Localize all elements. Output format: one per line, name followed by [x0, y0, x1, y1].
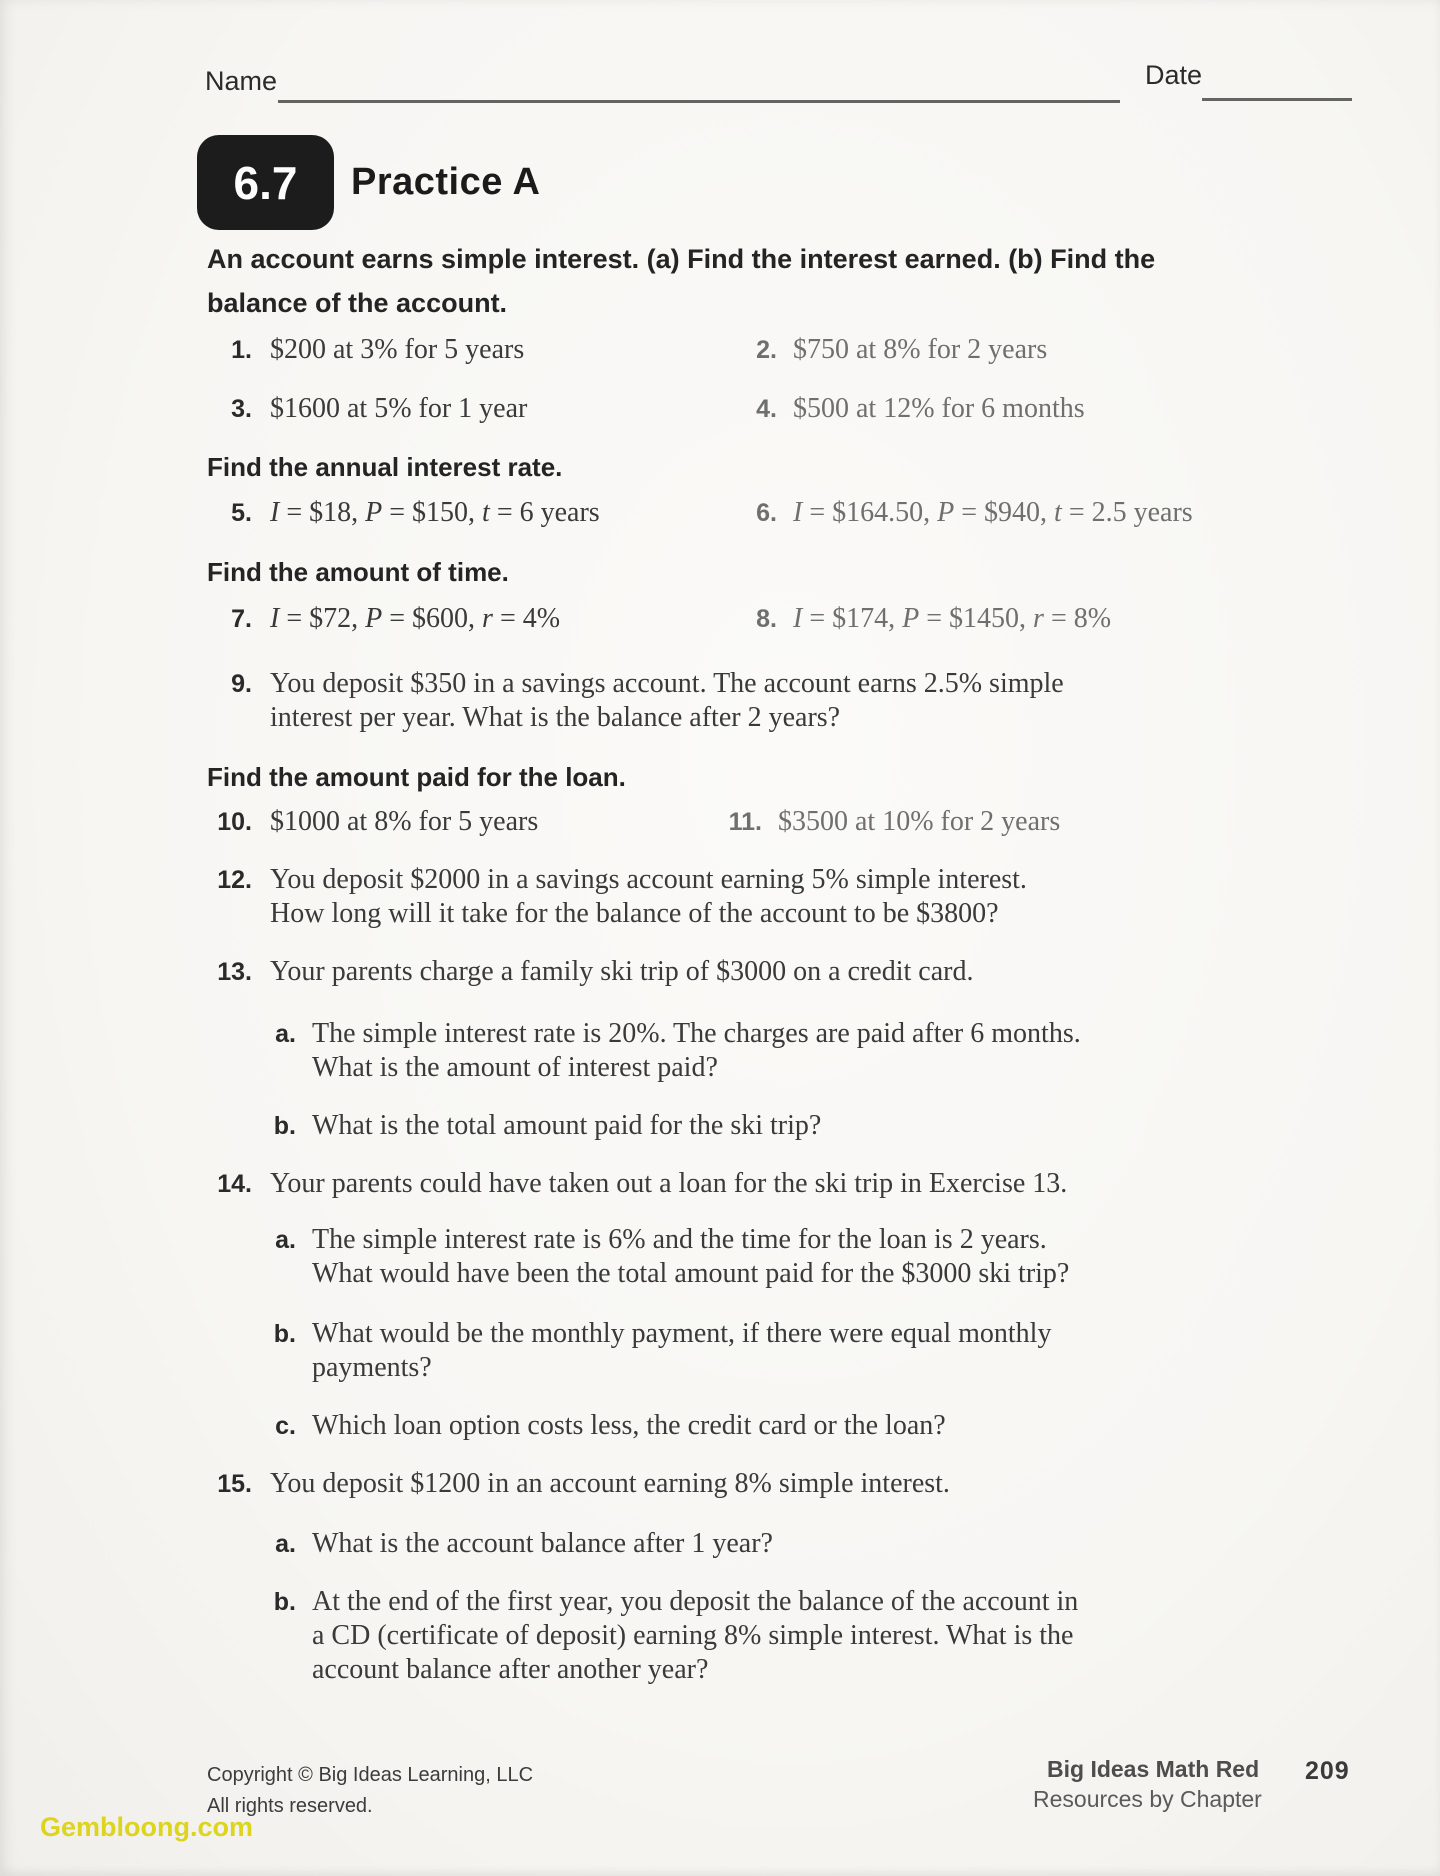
footer-brand-title: Big Ideas Math Red	[1047, 1756, 1260, 1782]
problem-text: I = $164.50, P = $940, t = 2.5 years	[793, 497, 1193, 528]
problem-14b	[272, 1318, 1051, 1350]
problem-text: I = $18, P = $150, t = 6 years	[270, 497, 600, 528]
subproblem-text: The simple interest rate is 6% and the time for the loan is 2 years.	[312, 1224, 1047, 1255]
page-number: 209	[1305, 1757, 1350, 1785]
problem-number: 6.	[756, 499, 777, 527]
problem-7	[200, 603, 560, 635]
problem-text: You deposit $2000 in a savings account earning 5% simple interest.	[270, 864, 1027, 895]
problem-text: $1600 at 5% for 1 year	[270, 393, 528, 424]
subproblem-text: The simple interest rate is 20%. The charges are paid after 6 months.	[312, 1018, 1081, 1049]
problem-14a-line-2: What would have been the total amount paid for the $3000 ski trip?	[312, 1258, 1070, 1289]
problem-2	[715, 334, 1047, 366]
problem-text: $1000 at 8% for 5 years	[270, 806, 539, 837]
date-label: Date	[1145, 60, 1203, 90]
subproblem-text: What would be the monthly payment, if there were equal monthly	[312, 1318, 1052, 1349]
subproblem-letter: a.	[275, 1226, 296, 1254]
problem-text: You deposit $1200 in an account earning 8% simple interest.	[270, 1468, 950, 1499]
footer-copyright-line-1: Copyright © Big Ideas Learning, LLC	[207, 1764, 534, 1786]
problem-number: 8.	[756, 605, 777, 633]
problem-number: 5.	[231, 499, 252, 527]
problem-number: 13.	[217, 958, 252, 986]
problem-4	[715, 393, 1085, 425]
problem-9-line-2: interest per year. What is the balance after 2 years?	[270, 702, 841, 733]
problem-number: 1.	[231, 336, 252, 364]
section-heading-time: Find the amount of time.	[207, 557, 509, 587]
intro-line-2: balance of the account.	[207, 288, 508, 318]
problem-text: Your parents charge a family ski trip of $3000 on a credit card.	[270, 956, 974, 987]
page-title: Practice A	[351, 161, 541, 203]
problem-14a	[272, 1224, 1047, 1256]
problem-13a-line-2: What is the amount of interest paid?	[312, 1052, 718, 1083]
watermark: Gembloong.com	[40, 1812, 254, 1842]
problem-13b	[272, 1110, 821, 1142]
problem-14b-line-2: payments?	[312, 1352, 432, 1383]
problem-number: 3.	[231, 395, 252, 423]
subproblem-text: Which loan option costs less, the credit card or the loan?	[312, 1410, 946, 1441]
problem-15	[200, 1468, 950, 1500]
section-badge: 6.7	[197, 135, 334, 230]
problem-text: You deposit $350 in a savings account. The account earns 2.5% simple	[270, 668, 1064, 699]
problem-11	[700, 806, 1060, 838]
problem-12-line-2: How long will it take for the balance of the account to be $3800?	[270, 898, 999, 929]
problem-number: 7.	[231, 605, 252, 633]
problem-13	[200, 956, 973, 988]
problem-number: 11.	[728, 808, 762, 836]
problem-1	[200, 334, 524, 366]
problem-text: $750 at 8% for 2 years	[793, 334, 1048, 365]
problem-13a	[272, 1018, 1081, 1050]
problem-3	[200, 393, 527, 425]
problem-text: I = $174, P = $1450, r = 8%	[793, 603, 1112, 634]
problem-number: 9.	[231, 670, 252, 698]
footer-copyright-line-2: All rights reserved.	[207, 1795, 373, 1817]
name-underline	[278, 100, 1120, 103]
problem-number: 2.	[756, 336, 777, 364]
intro-line-1: An account earns simple interest. (a) Find the interest earned. (b) Find the	[207, 244, 1156, 274]
subproblem-text: What is the total amount paid for the ski trip?	[312, 1110, 822, 1141]
problem-15b	[272, 1586, 1078, 1618]
date-underline	[1202, 98, 1352, 101]
problem-5	[200, 497, 600, 529]
problem-14c	[272, 1410, 946, 1442]
problem-9	[200, 668, 1064, 700]
problem-number: 4.	[756, 395, 777, 423]
subproblem-letter: c.	[275, 1412, 296, 1440]
problem-14	[200, 1168, 1067, 1200]
problem-text: Your parents could have taken out a loan for the ski trip in Exercise 13.	[270, 1168, 1068, 1199]
problem-text: I = $72, P = $600, r = 4%	[270, 603, 561, 634]
problem-text: $3500 at 10% for 2 years	[778, 806, 1061, 837]
subproblem-text: At the end of the first year, you deposit the balance of the account in	[312, 1586, 1079, 1617]
problem-12	[200, 864, 1027, 896]
subproblem-letter: b.	[273, 1320, 296, 1348]
subproblem-letter: b.	[273, 1112, 296, 1140]
problem-15b-line-3: account balance after another year?	[312, 1654, 709, 1685]
subproblem-letter: b.	[273, 1588, 296, 1616]
problem-15a	[272, 1528, 773, 1560]
problem-10	[200, 806, 538, 838]
problem-number: 15.	[217, 1470, 252, 1498]
section-heading-annual-rate: Find the annual interest rate.	[207, 452, 563, 482]
problem-number: 12.	[217, 866, 252, 894]
subproblem-text: What is the account balance after 1 year?	[312, 1528, 773, 1559]
problem-8	[715, 603, 1111, 635]
footer-brand-subtitle: Resources by Chapter	[1033, 1786, 1262, 1812]
problem-text: $500 at 12% for 6 months	[793, 393, 1085, 424]
subproblem-letter: a.	[275, 1020, 296, 1048]
problem-15b-line-2: a CD (certificate of deposit) earning 8% simple interest. What is the	[312, 1620, 1074, 1651]
problem-number: 14.	[217, 1170, 252, 1198]
problem-number: 10.	[217, 808, 252, 836]
subproblem-letter: a.	[275, 1530, 296, 1558]
section-heading-loan: Find the amount paid for the loan.	[207, 762, 626, 792]
problem-6	[715, 497, 1193, 529]
problem-text: $200 at 3% for 5 years	[270, 334, 525, 365]
name-label: Name	[205, 66, 278, 96]
